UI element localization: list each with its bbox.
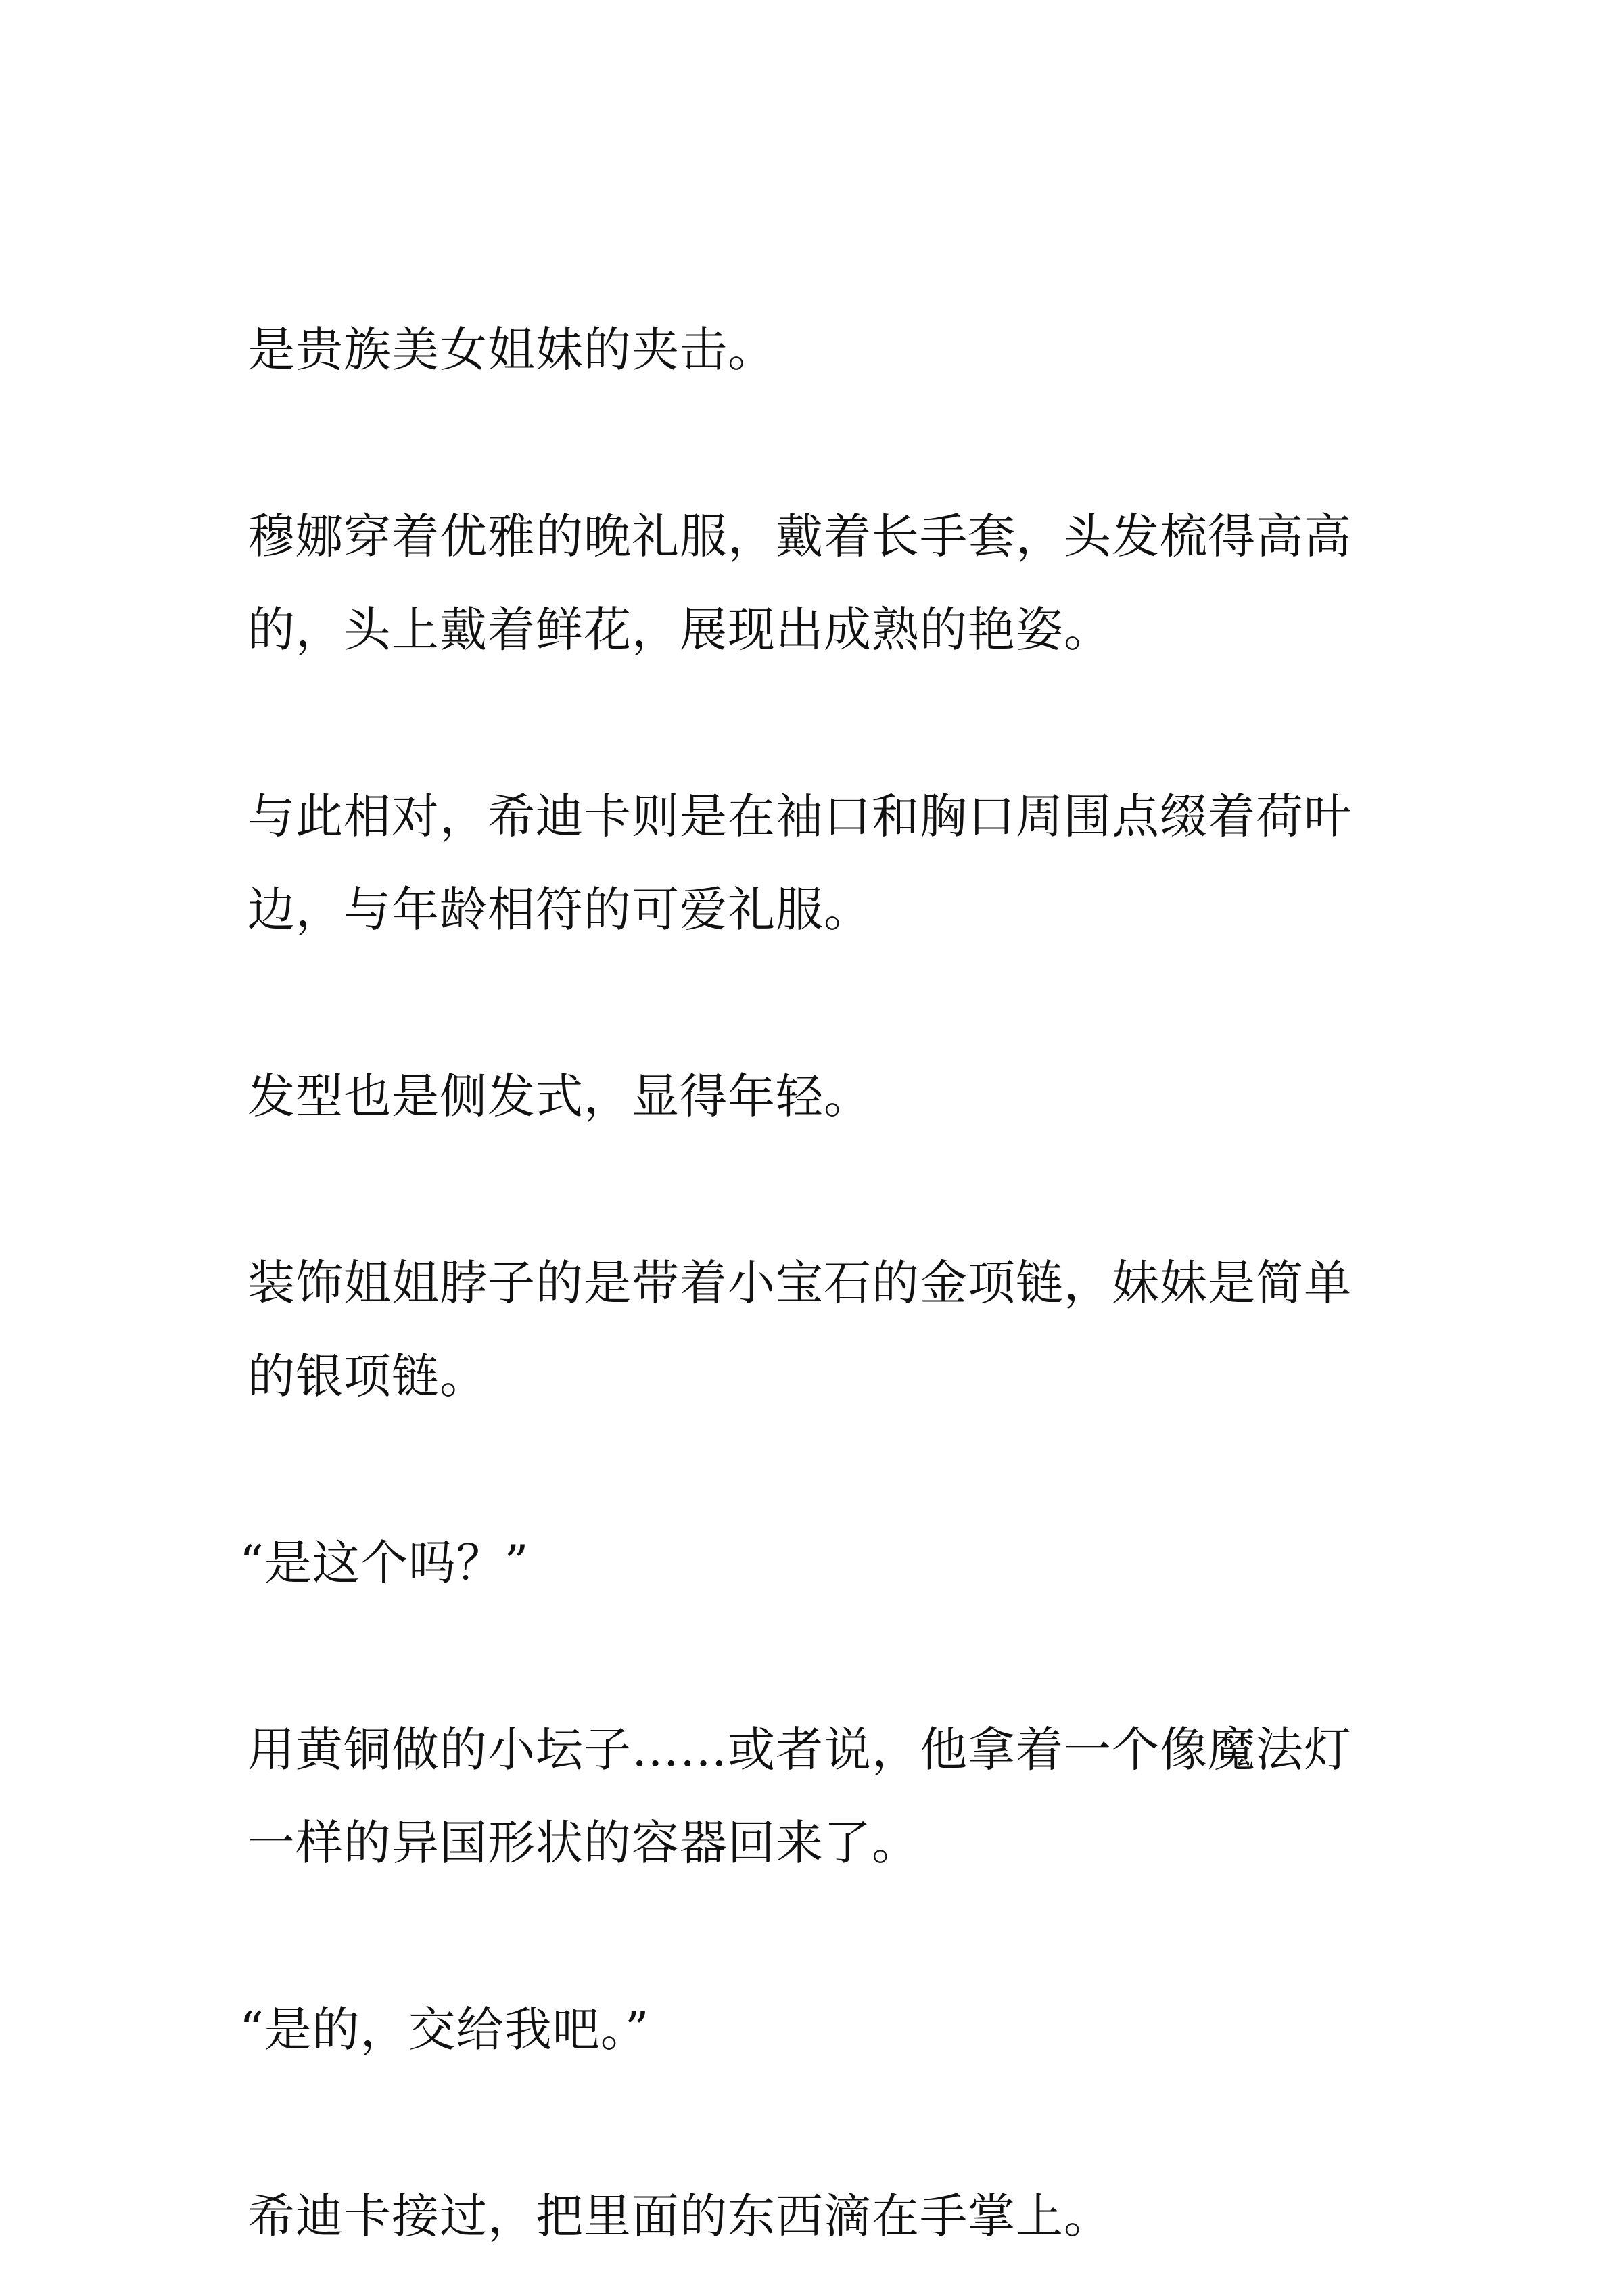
paragraph: 穆娜穿着优雅的晚礼服，戴着长手套，头发梳得高高的，头上戴着鲜花，展现出成熟的艳姿。 (248, 509, 1352, 657)
paragraph: 希迪卡接过，把里面的东西滴在手掌上。 (248, 2188, 1112, 2244)
dialogue-paragraph: “是这个吗？” (239, 1535, 530, 1591)
paragraph: 是贵族美女姐妹的夹击。 (248, 322, 776, 377)
paragraph: 与此相对，希迪卡则是在袖口和胸口周围点缀着荷叶边，与年龄相符的可爱礼服。 (248, 789, 1352, 937)
paragraph: 装饰姐姐脖子的是带着小宝石的金项链，妹妹是简单的银项链。 (248, 1255, 1352, 1404)
dialogue-paragraph: “是的，交给我吧。” (239, 2002, 650, 2057)
paragraph: 用黄铜做的小坛子……或者说，他拿着一个像魔法灯一样的异国形状的容器回来了。 (248, 1722, 1352, 1871)
text-body (239, 303, 1397, 2263)
paragraph: 发型也是侧发式，显得年轻。 (248, 1069, 872, 1124)
